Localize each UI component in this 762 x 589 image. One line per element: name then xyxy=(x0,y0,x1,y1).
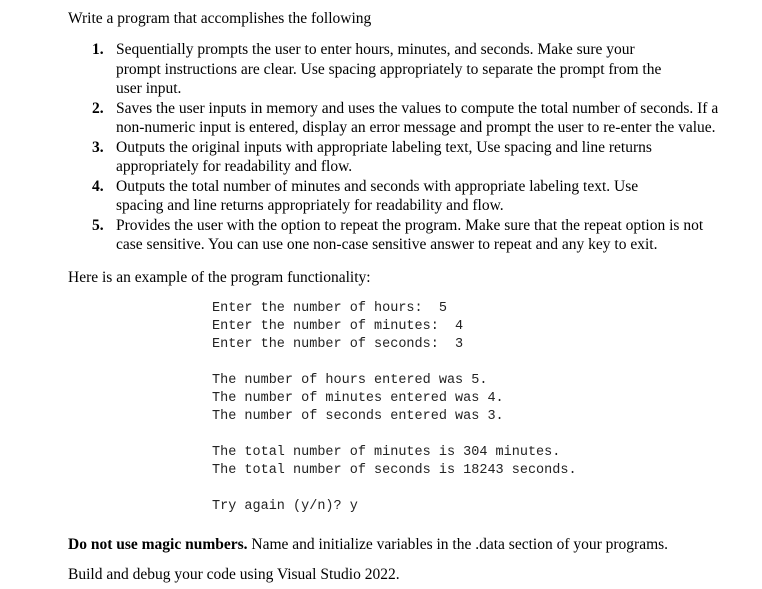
list-item-line: non-numeric input is entered, display an error message and prompt the user to re-enter the value. xyxy=(116,119,716,136)
list-item xyxy=(0,99,762,138)
build-instructions: Build and debug your code using Visual Studio 2022. xyxy=(68,566,400,583)
list-item-line: Provides the user with the option to repeat the program. Make sure that the repeat option is not xyxy=(116,216,704,234)
list-item-line: appropriately for readability and flow. xyxy=(116,158,353,175)
intro-text: Write a program that accomplishes the following xyxy=(68,10,372,27)
console-echo-line: The number of minutes entered was 4. xyxy=(212,391,504,406)
requirements-list xyxy=(0,40,762,255)
note-rest: Name and initialize variables in the .data section of your programs. xyxy=(247,536,669,553)
console-echo-line: The number of seconds entered was 3. xyxy=(212,409,504,424)
list-item-number: 2. xyxy=(92,99,104,117)
console-total-line: The total number of seconds is 18243 seconds. xyxy=(212,463,577,478)
console-retry-line: Try again (y/n)? y xyxy=(212,499,358,514)
list-item-line: case sensitive. You can use one non-case sensitive answer to repeat and any key to exit. xyxy=(116,236,658,253)
console-total-line: The total number of minutes is 304 minutes. xyxy=(212,445,561,460)
console-prompt-line: Enter the number of minutes: 4 xyxy=(212,319,464,334)
list-item xyxy=(0,138,762,177)
list-item-line: prompt instructions are clear. Use spacing appropriately to separate the prompt from the xyxy=(116,60,662,78)
list-item xyxy=(0,40,762,99)
list-item-line: user input. xyxy=(116,80,182,97)
list-item-number: 5. xyxy=(92,216,104,234)
console-echo-line: The number of hours entered was 5. xyxy=(212,373,488,388)
note-bold: Do not use magic numbers. xyxy=(68,536,248,553)
list-item-line: Saves the user inputs in memory and uses the values to compute the total number of seconds. If a xyxy=(116,99,719,117)
list-item xyxy=(0,216,762,255)
console-example xyxy=(212,300,577,516)
list-item-number: 1. xyxy=(92,41,104,58)
list-item-number: 3. xyxy=(92,138,104,156)
list-item-line: Outputs the original inputs with appropriate labeling text, Use spacing and line returns xyxy=(116,138,652,156)
console-prompt-line: Enter the number of hours: 5 xyxy=(212,301,447,316)
example-heading: Here is an example of the program functionality: xyxy=(68,269,371,286)
console-prompt-line: Enter the number of seconds: 3 xyxy=(212,337,464,352)
list-item-line: Sequentially prompts the user to enter hours, minutes, and seconds. Make sure your xyxy=(116,41,635,58)
list-item-number: 4. xyxy=(92,177,104,195)
list-item-line: spacing and line returns appropriately for readability and flow. xyxy=(116,197,504,214)
list-item xyxy=(0,177,762,216)
magic-numbers-note xyxy=(68,535,668,555)
list-item-line: Outputs the total number of minutes and seconds with appropriate labeling text. Use xyxy=(116,177,639,195)
